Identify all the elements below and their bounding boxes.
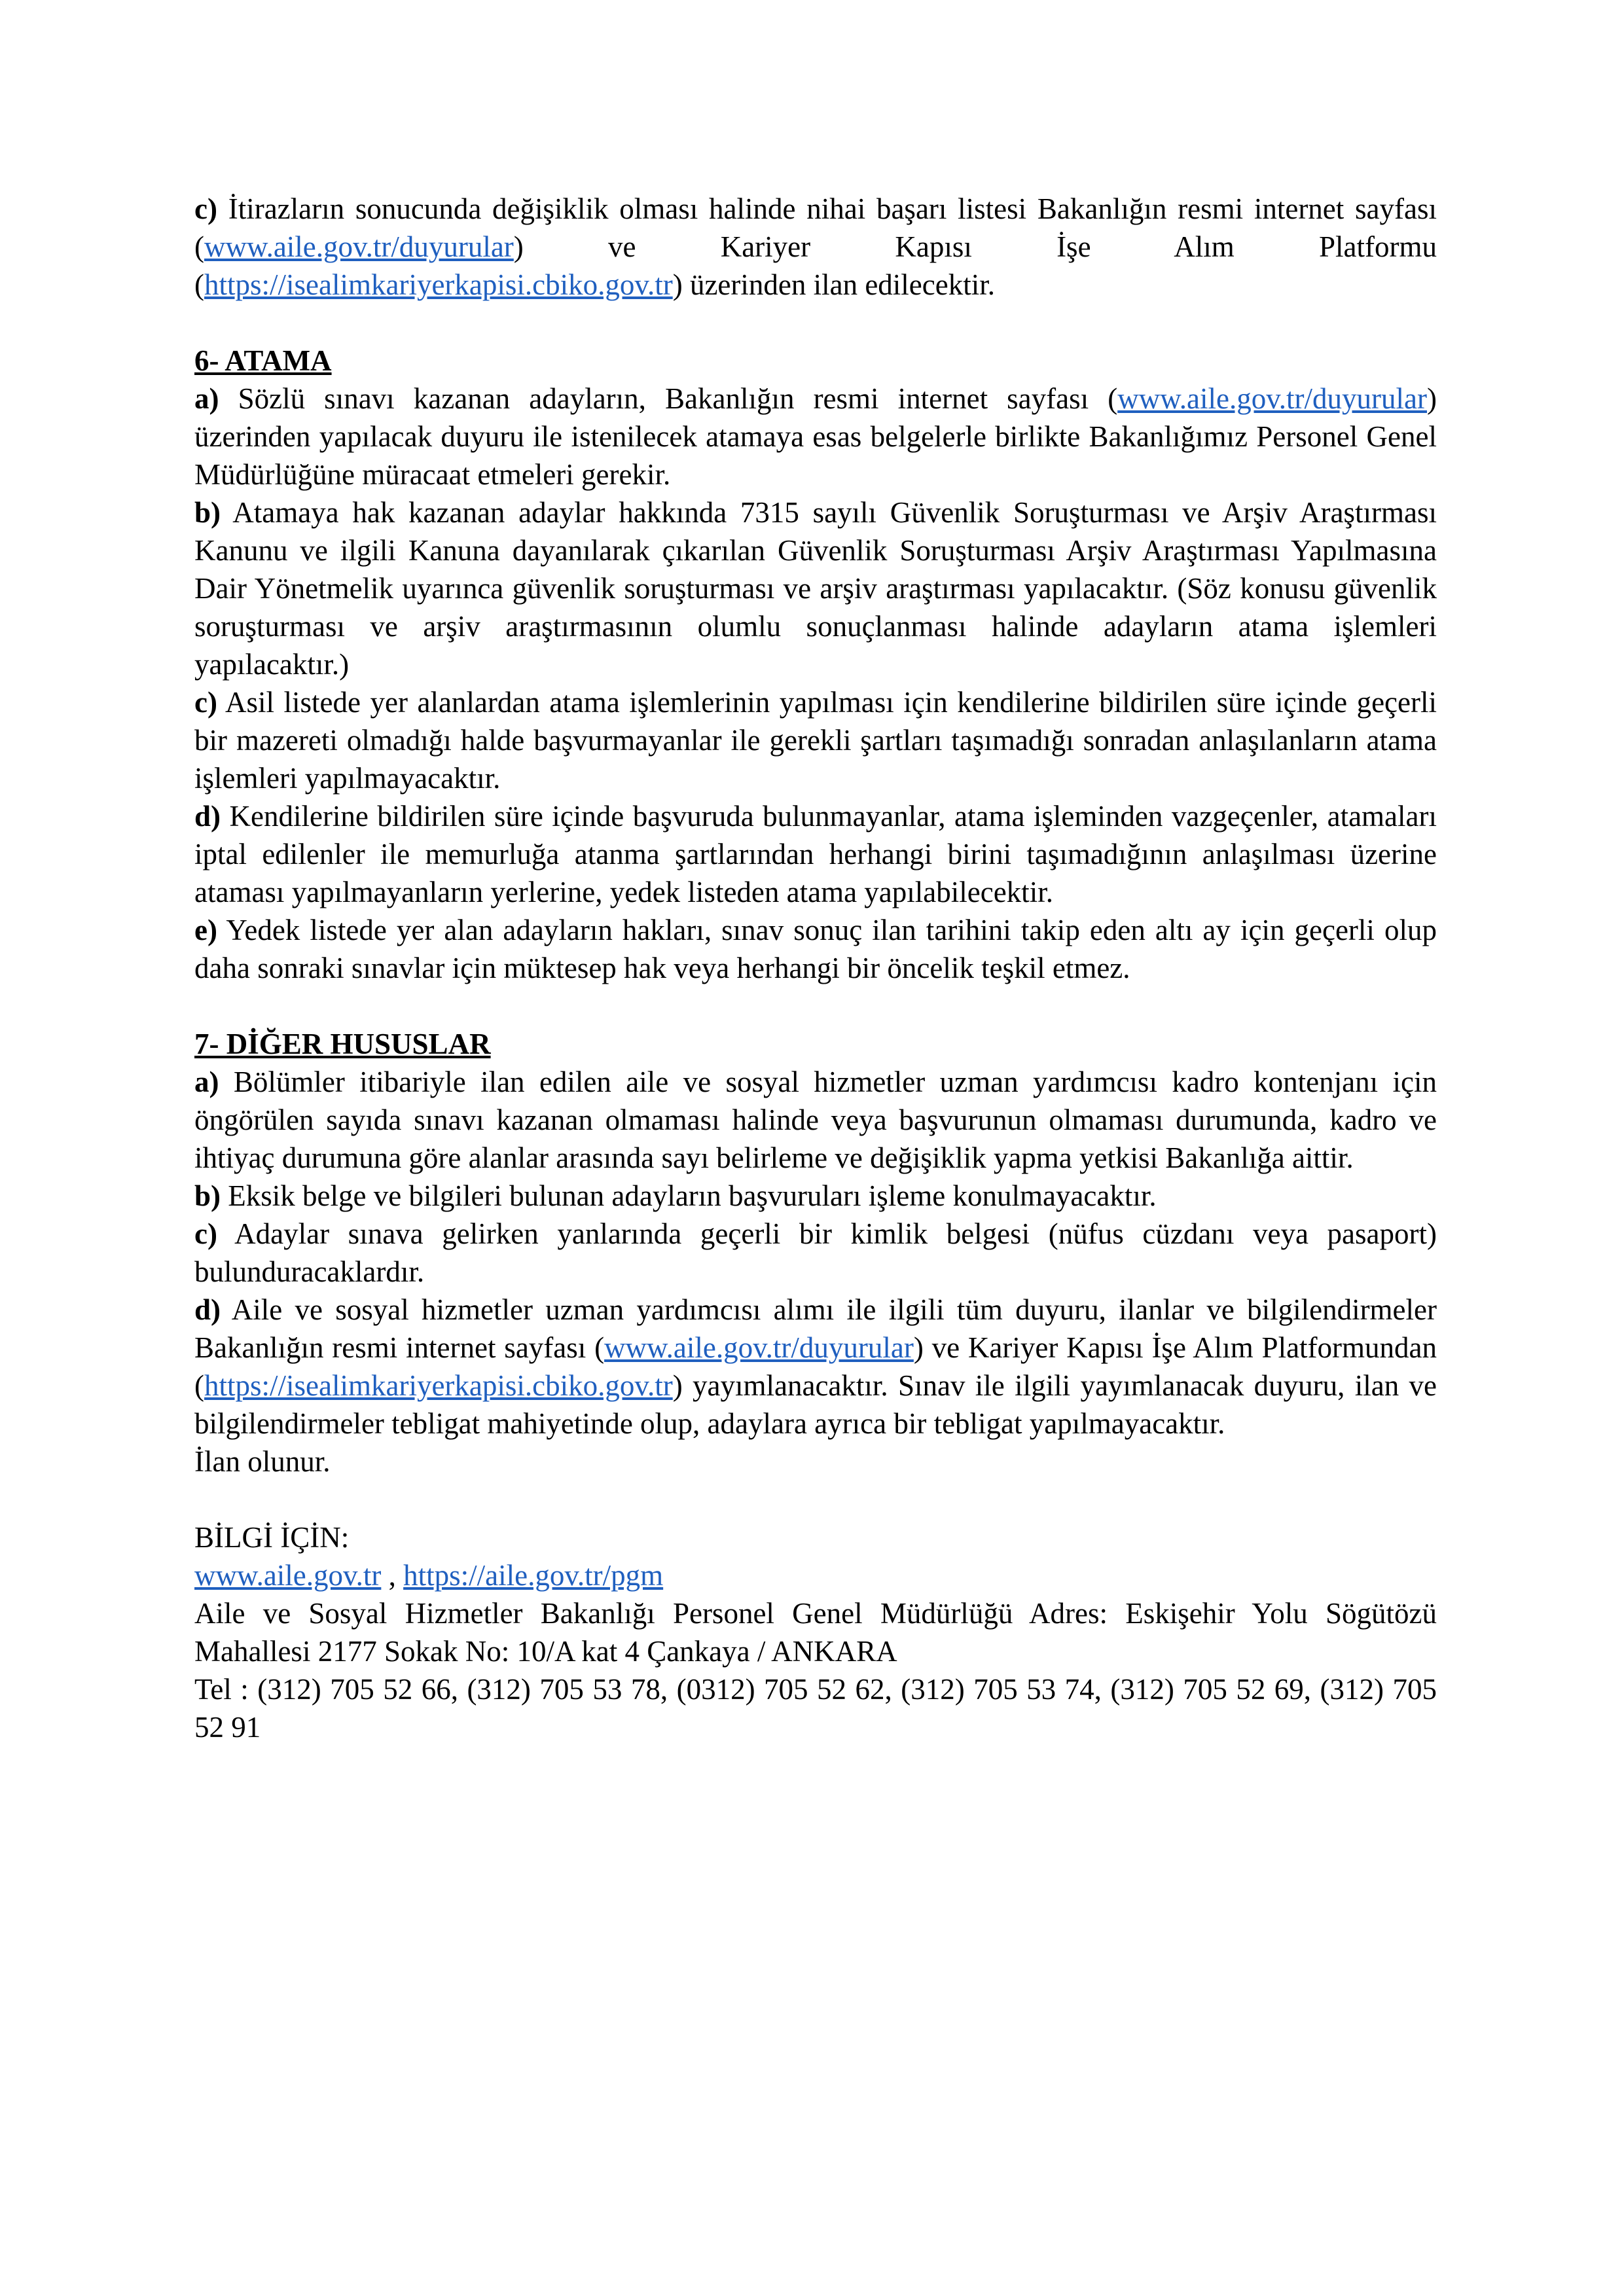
paragraph-text: ) üzerinden ilan edilecektir. xyxy=(672,268,995,301)
document-page xyxy=(194,190,1437,1746)
paragraph-6e xyxy=(194,911,1437,987)
paragraph-text: Asil listede yer alanlardan atama işlemlerinin yapılması için kendilerine bildirilen süre içinde geçerli bir mazereti olmadığı halde başvurmayanlar ile gerekli şartları taşımadığı sonradan anlaşılanların atama işlemleri yapılmayacaktır. xyxy=(194,686,1437,795)
paragraph-text: Eksik belge ve bilgileri bulunan adayların başvuruları işleme konulmayacaktır. xyxy=(221,1179,1157,1212)
paragraph-7a xyxy=(194,1063,1437,1177)
paragraph-text: İtirazların sonucunda değişiklik olması halinde nihai başarı listesi Bakanlığın resmi internet sayfası ( xyxy=(194,192,1437,263)
pgm-link[interactable]: https://aile.gov.tr/pgm xyxy=(403,1559,664,1592)
item-label: d) xyxy=(194,800,221,833)
paragraph-text: ) ve Kariyer Kapısı İşe Alım Platformundan ( xyxy=(194,1331,1437,1402)
paragraph-text: Aile ve sosyal hizmetler uzman yardımcısı alımı ile ilgili tüm duyuru, ilanlar ve bilgilendirmeler Bakanlığın resmi internet sayfası ( xyxy=(194,1293,1437,1364)
paragraph-7d xyxy=(194,1291,1437,1443)
item-label: b) xyxy=(194,1179,221,1212)
aile-website-link[interactable]: www.aile.gov.tr xyxy=(194,1559,382,1592)
item-label: c) xyxy=(194,1217,217,1250)
paragraph-7b xyxy=(194,1177,1437,1215)
kariyer-kapisi-link[interactable]: https://isealimkariyerkapisi.cbiko.gov.tr xyxy=(204,268,673,301)
duyurular-link[interactable]: www.aile.gov.tr/duyurular xyxy=(1117,382,1427,415)
paragraph-6d xyxy=(194,797,1437,911)
paragraph-text: Atamaya hak kazanan adaylar hakkında 7315 sayılı Güvenlik Soruşturması ve Arşiv Araştırması Kanunu ve ilgili Kanuna dayanılarak çıkarılan Güvenlik Soruşturması Arşiv Araştırması Yapılmasına Dair Yönetmelik uyarınca güvenlik soruşturması ve arşiv araştırması yapılacaktır. (Söz konusu güvenlik soruşturması ve arşiv araştırmasının olumlu sonuçlanması halinde adayların atama işlemleri yapılacaktır.) xyxy=(194,496,1437,681)
closing-line: İlan olunur. xyxy=(194,1445,331,1478)
item-label: e) xyxy=(194,914,217,946)
paragraph-text: ) üzerinden yapılacak duyuru ile istenilecek atamaya esas belgelerle birlikte Bakanlığımız Personel Genel Müdürlüğüne müracaat etmeleri gerekir. xyxy=(194,382,1437,491)
paragraph-text: Adaylar sınava gelirken yanlarında geçerli bir kimlik belgesi (nüfus cüzdanı veya pasaport) bulunduracaklardır. xyxy=(194,1217,1437,1288)
paragraph-text: ) yayımlanacaktır. Sınav ile ilgili yayımlanacak duyuru, ilan ve bilgilendirmeler tebligat mahiyetinde olup, adaylara ayrıca bir tebligat yapılmayacaktır. xyxy=(194,1369,1437,1440)
link-separator: , xyxy=(381,1559,404,1592)
info-heading: BİLGİ İÇİN: xyxy=(194,1521,350,1554)
paragraph-text: Bölümler itibariyle ilan edilen aile ve sosyal hizmetler uzman yardımcısı kadro kontenjanı için öngörülen sayıda sınavı kazanan olmaması halinde veya başvurunun olmaması durumunda, kadro ve ihtiyaç durumuna göre alanlar arasında sayı belirleme ve değişiklik yapma yetkisi Bakanlığa aittir. xyxy=(194,1066,1437,1174)
info-address: Aile ve Sosyal Hizmetler Bakanlığı Personel Genel Müdürlüğü Adres: Eskişehir Yolu Sögütözü Mahallesi 2177 Sokak No: 10/A kat 4 Çankaya / ANKARA xyxy=(194,1597,1437,1668)
paragraph-5c xyxy=(194,190,1437,304)
item-label: c) xyxy=(194,192,217,225)
section-6-heading: 6- ATAMA xyxy=(194,344,332,377)
duyurular-link[interactable]: www.aile.gov.tr/duyurular xyxy=(604,1331,914,1364)
item-label: a) xyxy=(194,382,219,415)
kariyer-kapisi-link[interactable]: https://isealimkariyerkapisi.cbiko.gov.tr xyxy=(204,1369,673,1402)
paragraph-text: Kendilerine bildirilen süre içinde başvuruda bulunmayanlar, atama işleminden vazgeçenler, atamaları iptal edilenler ile memurluğa atanma şartlarından herhangi birini taşımadığının anlaşılması üzerine ataması yapılmayanların yerlerine, yedek listeden atama yapılabilecektir. xyxy=(194,800,1437,908)
item-label: c) xyxy=(194,686,217,719)
paragraph-6c xyxy=(194,683,1437,797)
section-7-heading: 7- DİĞER HUSUSLAR xyxy=(194,1028,491,1060)
info-telephone: Tel : (312) 705 52 66, (312) 705 53 78, (0312) 705 52 62, (312) 705 53 74, (312) 705 52 69, (312) 705 52 91 xyxy=(194,1673,1437,1744)
spacer xyxy=(194,1480,1437,1518)
item-label: a) xyxy=(194,1066,219,1098)
spacer xyxy=(194,304,1437,342)
item-label: b) xyxy=(194,496,221,529)
duyurular-link[interactable]: www.aile.gov.tr/duyurular xyxy=(204,230,514,263)
info-links xyxy=(194,1556,1437,1594)
paragraph-6b xyxy=(194,493,1437,683)
spacer xyxy=(194,987,1437,1025)
item-label: d) xyxy=(194,1293,221,1326)
paragraph-text: ) ve Kariyer Kapısı İşe Alım Platformu ( xyxy=(194,230,1437,301)
paragraph-text: Yedek listede yer alan adayların hakları, sınav sonuç ilan tarihini takip eden altı ay için geçerli olup daha sonraki sınavlar için müktesep hak veya herhangi bir öncelik teşkil etmez. xyxy=(194,914,1437,984)
paragraph-6a xyxy=(194,380,1437,493)
paragraph-7c xyxy=(194,1215,1437,1291)
paragraph-text: Sözlü sınavı kazanan adayların, Bakanlığın resmi internet sayfası ( xyxy=(219,382,1118,415)
